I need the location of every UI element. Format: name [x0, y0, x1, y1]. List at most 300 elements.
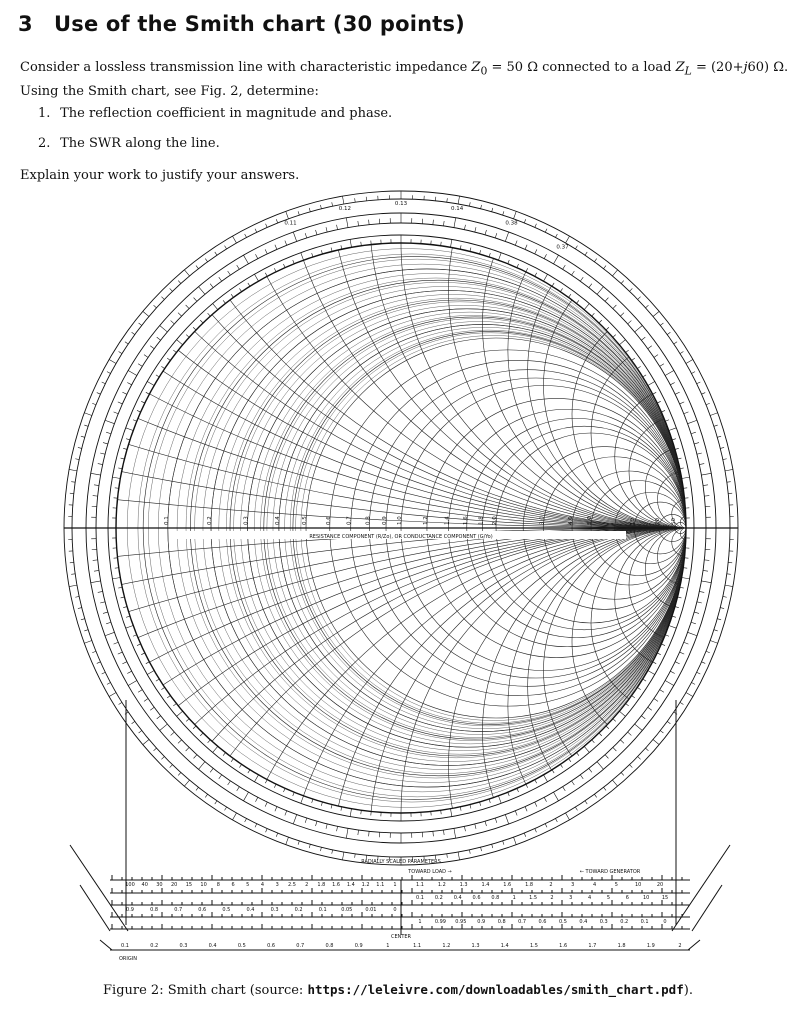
ring-tick: [219, 277, 222, 281]
ring-tick: [244, 255, 249, 264]
ring-tick: [701, 473, 711, 475]
ring-tick: [535, 224, 537, 228]
ring-tick: [645, 748, 648, 751]
ring-tick: [320, 205, 321, 209]
scale-label-row5: 0.7: [518, 919, 527, 925]
ring-tick: [225, 807, 227, 810]
ring-tick: [605, 755, 608, 759]
list-item: 1. The reflection coefficient in magnitude and phase.: [38, 106, 393, 121]
ring-tick: [178, 772, 181, 775]
scale-label-row1: 40: [141, 882, 148, 888]
ring-tick: [210, 768, 213, 772]
ring-tick: [653, 739, 659, 744]
scale-label-row6: 1.3: [471, 943, 480, 949]
ring-tick: [239, 288, 241, 291]
scale-label-row3: 0.9: [126, 907, 134, 913]
ring-tick: [350, 239, 351, 247]
resistance-tick-label: 0.3: [243, 516, 250, 525]
ring-tick: [293, 815, 296, 824]
ring-tick: [350, 809, 351, 817]
ring-tick: [657, 401, 661, 403]
ring-tick: [635, 724, 643, 730]
ring-tick: [167, 696, 170, 698]
ring-tick: [599, 320, 602, 323]
ring-tick: [109, 360, 116, 364]
scale-label-row2: 1.1: [416, 882, 424, 888]
ring-tick: [200, 733, 203, 736]
ring-tick: [503, 211, 504, 215]
scale-label-row6: 0.4: [208, 943, 217, 949]
ring-tick: [612, 780, 617, 786]
ring-tick: [118, 468, 122, 469]
ring-tick: [535, 802, 537, 806]
ring-tick: [228, 271, 231, 275]
ring-tick: [450, 809, 451, 817]
ring-tick: [505, 232, 508, 241]
ring-tick: [283, 788, 285, 792]
ring-tick: [667, 332, 670, 334]
scale-label-row1: 10: [200, 882, 207, 888]
ring-tick: [94, 570, 99, 571]
ring-tick: [680, 402, 685, 404]
scale-label-row5: 0.3: [599, 919, 608, 925]
ring-tick: [680, 468, 684, 469]
ring-tick: [660, 690, 664, 693]
ring-tick: [723, 596, 727, 597]
ring-tick: [686, 693, 693, 697]
ring-tick: [464, 225, 465, 230]
ring-tick: [301, 796, 304, 804]
ring-tick: [84, 413, 92, 416]
ring-tick: [275, 245, 277, 250]
ring-tick: [71, 482, 75, 483]
ring-tick: [248, 770, 250, 773]
wavelength-label: 0.37: [556, 244, 569, 251]
ring-tick: [535, 249, 537, 253]
ring-tick: [727, 482, 731, 483]
ring-tick: [641, 337, 645, 340]
ring-tick: [702, 393, 706, 395]
ring-tick: [106, 432, 111, 434]
ring-tick: [102, 672, 106, 674]
ring-tick: [589, 284, 592, 288]
ring-tick: [154, 305, 157, 308]
toward-generator-label: ← TOWARD GENERATOR: [579, 869, 641, 875]
scale-label-row6: 0.8: [325, 943, 334, 949]
ring-tick: [699, 591, 704, 592]
ring-tick: [75, 596, 79, 597]
ring-tick: [475, 227, 476, 232]
ring-tick: [443, 830, 444, 835]
ring-tick: [84, 641, 92, 644]
ring-tick: [125, 712, 128, 714]
ring-tick: [102, 382, 106, 384]
ring-tick: [697, 602, 702, 603]
ring-tick: [341, 807, 342, 811]
ring-tick: [508, 260, 509, 264]
ring-tick: [213, 746, 218, 752]
ring-tick: [594, 259, 596, 262]
wavelength-label: 0.14: [450, 205, 464, 212]
ring-tick: [657, 653, 661, 655]
ring-tick: [228, 781, 231, 785]
ring-tick: [103, 612, 108, 613]
ring-tick: [703, 570, 708, 571]
ring-tick: [628, 732, 632, 735]
ring-tick: [544, 797, 546, 801]
ring-tick: [215, 252, 217, 255]
ring-tick: [93, 560, 98, 561]
ring-tick: [515, 241, 517, 246]
ring-tick: [233, 813, 237, 820]
reactance-arc: [544, 528, 796, 813]
resistance-tick-label: 1.8: [478, 516, 485, 525]
reactance-arc: [615, 528, 758, 671]
ring-tick: [525, 807, 527, 812]
ring-tick: [126, 625, 134, 628]
ring-tick: [123, 607, 127, 608]
ring-tick: [178, 740, 182, 743]
ring-tick: [592, 313, 595, 316]
scale-label-row1: 8: [216, 882, 220, 888]
ring-tick: [632, 696, 635, 698]
ring-tick: [245, 234, 247, 238]
ring-tick: [239, 764, 241, 767]
ring-tick: [621, 772, 624, 775]
ring-tick: [694, 443, 699, 444]
ring-tick: [660, 731, 663, 733]
ring-tick: [283, 264, 285, 268]
ring-tick: [554, 255, 559, 264]
scale-label-row3: 0.6: [198, 907, 207, 913]
ring-tick: [704, 560, 709, 561]
resistance-tick-label: 1.6: [462, 516, 469, 525]
scale-label-row1: 1.4: [346, 882, 355, 888]
scale-label-row6: 1.2: [442, 943, 451, 949]
ring-tick: [714, 425, 718, 426]
ring-tick: [178, 313, 182, 316]
ring-tick: [710, 641, 718, 644]
ring-tick: [193, 327, 196, 330]
ring-tick: [443, 221, 444, 226]
ring-tick: [723, 459, 727, 460]
ring-tick: [171, 732, 175, 735]
ring-tick: [119, 352, 122, 354]
ring-tick: [524, 219, 525, 223]
ring-tick: [535, 273, 537, 277]
ring-tick: [312, 799, 313, 803]
ring-tick: [170, 765, 173, 768]
ring-tick: [626, 350, 629, 352]
reactance-arc: [615, 386, 758, 529]
ring-tick: [637, 687, 640, 689]
ring-tick: [200, 320, 203, 323]
ring-tick: [613, 335, 616, 338]
scale-label-row5: 0: [663, 919, 667, 925]
ring-tick: [98, 591, 103, 592]
ring-tick: [225, 246, 227, 249]
ring-tick: [727, 574, 731, 575]
scale-label-row3: 0.2: [294, 907, 303, 913]
ring-tick: [205, 794, 207, 797]
ring-tick: [196, 266, 198, 269]
ring-tick: [92, 403, 96, 404]
scale-label-row6: 1.4: [500, 943, 509, 949]
ring-tick: [369, 220, 370, 225]
ring-tick: [514, 837, 517, 845]
ring-tick: [114, 412, 119, 414]
ring-tick: [697, 453, 702, 454]
ring-tick: [286, 211, 289, 219]
scale-label-row6: 2: [678, 943, 682, 949]
ring-tick: [156, 679, 159, 681]
ring-tick: [293, 260, 294, 264]
ring-tick: [147, 382, 154, 386]
figure-caption: Figure 2: Smith chart (source: https://leleivre.com/downloadables/smith_chart.pdf).: [103, 982, 693, 998]
ring-tick: [699, 464, 704, 465]
scale-label-row1: 5: [246, 882, 250, 888]
reactance-arc: [449, 528, 796, 975]
source-url: https://leleivre.com/downloadables/smith_chart.pdf: [307, 982, 684, 997]
ring-tick: [526, 268, 528, 272]
ring-tick: [199, 762, 205, 770]
ring-tick: [599, 733, 602, 736]
ring-tick: [138, 364, 142, 367]
ring-tick: [132, 721, 135, 723]
ring-tick: [265, 273, 267, 277]
ring-tick: [555, 818, 557, 822]
ring-tick: [332, 202, 333, 206]
ring-tick: [127, 382, 131, 384]
ring-tick: [628, 321, 632, 324]
ring-tick: [321, 802, 322, 806]
scale-label-row4: 0.4: [453, 895, 462, 901]
ring-tick: [495, 233, 497, 238]
ring-tick: [619, 340, 625, 345]
ring-tick: [669, 625, 677, 628]
scale-label-row6: 1.7: [588, 943, 597, 949]
ring-tick: [160, 724, 168, 730]
ring-tick: [706, 403, 710, 404]
ring-tick: [630, 288, 633, 291]
ring-tick: [265, 802, 267, 806]
scale-label-row1: 1.8: [317, 882, 326, 888]
ring-tick: [552, 770, 554, 773]
ring-tick: [545, 229, 547, 233]
ring-tick: [298, 841, 299, 845]
ring-tick: [275, 807, 277, 812]
ring-tick: [161, 757, 164, 760]
ring-tick: [150, 346, 154, 349]
scale-label-row1: 30: [156, 882, 163, 888]
ring-tick: [697, 382, 701, 384]
ring-tick: [580, 775, 583, 779]
scale-label-row3: 0.01: [365, 907, 377, 913]
ring-tick: [157, 716, 161, 719]
scale-label-row4: 6: [625, 895, 629, 901]
ring-tick: [208, 313, 211, 316]
scale-label-row6: 0.6: [267, 943, 276, 949]
ring-tick: [684, 642, 689, 644]
scale-label-row1: 100: [125, 882, 135, 888]
ring-tick: [141, 653, 145, 655]
ring-tick: [613, 747, 616, 751]
ring-tick: [161, 687, 164, 689]
scale-label-row2: 1.6: [503, 882, 512, 888]
scale-label-row5: 0.1: [640, 919, 649, 925]
wavelength-label: 0.11: [284, 220, 297, 227]
scale-label-row3: 0: [393, 907, 397, 913]
scale-label-row6: 0.7: [296, 943, 305, 949]
ring-tick: [717, 619, 721, 620]
resistance-tick-label: 0.2: [207, 516, 213, 525]
reactance-arc: [279, 528, 796, 975]
scale-label-row6: 1: [386, 943, 390, 949]
ring-tick: [118, 587, 122, 588]
scale-label-row5: 0.9: [477, 919, 486, 925]
ring-tick: [560, 764, 562, 767]
ring-tick: [691, 432, 696, 434]
reactance-arc: [544, 243, 796, 528]
origin-label: ORIGIN: [119, 956, 137, 962]
ring-tick: [309, 844, 310, 848]
resistance-tick-label: 1.2: [422, 516, 429, 525]
ring-tick: [670, 671, 674, 673]
ring-tick: [194, 755, 197, 759]
scale-label-row6: 0.2: [150, 943, 159, 949]
ring-tick: [337, 826, 338, 831]
ring-tick: [213, 304, 218, 310]
ring-tick: [160, 326, 168, 332]
ring-tick: [237, 787, 240, 791]
ring-tick: [286, 837, 289, 845]
ring-tick: [245, 818, 247, 822]
ring-tick: [630, 765, 633, 768]
ring-tick: [703, 485, 708, 486]
scale-label-row3: 0.7: [174, 907, 183, 913]
ring-tick: [489, 253, 490, 257]
ring-tick: [675, 662, 679, 664]
resistance-tick-label: 0.5: [302, 516, 308, 525]
ring-tick: [576, 300, 578, 303]
scale-label-row4: 2: [550, 895, 554, 901]
ring-tick: [305, 233, 307, 238]
resistance-tick-label: 10: [630, 518, 637, 525]
ring-tick: [481, 205, 482, 209]
ring-tick: [355, 854, 356, 858]
ring-tick: [285, 811, 287, 816]
ring-tick: [154, 748, 157, 751]
section-heading: [18, 12, 465, 36]
ring-tick: [127, 671, 131, 673]
ring-tick: [106, 622, 111, 624]
ring-tick: [514, 211, 517, 219]
ring-tick: [98, 464, 103, 465]
ring-tick: [643, 679, 646, 681]
scale-label-row6: 1.5: [529, 943, 538, 949]
ring-tick: [720, 447, 724, 448]
problem-line-2: Using the Smith chart, see Fig. 2, determine:: [20, 83, 319, 99]
ring-tick: [119, 702, 122, 704]
ring-tick: [492, 844, 493, 848]
ring-tick: [648, 382, 655, 386]
toward-load-label: TOWARD LOAD →: [408, 869, 452, 875]
ring-tick: [146, 662, 150, 664]
ring-tick: [97, 662, 101, 664]
ring-tick: [139, 731, 142, 733]
ring-tick: [584, 304, 589, 310]
ring-tick: [684, 412, 689, 414]
ring-tick: [122, 392, 126, 394]
scale-label-row4: 4: [588, 895, 592, 901]
section-number: 3: [18, 12, 33, 36]
ring-tick: [563, 265, 566, 269]
ring-tick: [566, 236, 570, 243]
ring-tick: [469, 202, 470, 206]
ring-tick: [706, 651, 710, 652]
scale-label-row1: 3: [275, 882, 279, 888]
ring-tick: [305, 818, 307, 823]
ring-tick: [161, 297, 164, 300]
ring-tick: [141, 401, 145, 403]
scale-label-row3: 0.1: [318, 907, 327, 913]
ring-tick: [645, 305, 648, 308]
ring-tick: [654, 355, 658, 358]
ring-tick: [156, 375, 159, 377]
reactance-arc: [330, 528, 796, 975]
ring-tick: [126, 439, 130, 440]
reactance-arc: [369, 528, 796, 975]
ring-tick: [69, 469, 77, 470]
ring-tick: [660, 323, 663, 325]
scale-label-row4: 1: [512, 895, 516, 901]
ring-tick: [274, 784, 276, 788]
ring-tick: [580, 277, 583, 281]
ring-tick: [555, 234, 557, 238]
scale-label-row5: 0.5: [558, 919, 567, 925]
ring-tick: [223, 753, 225, 756]
scale-left-slant: [80, 885, 110, 931]
ring-tick: [725, 469, 733, 470]
origin-slant: [688, 940, 700, 950]
ring-tick: [458, 196, 459, 204]
ring-tick: [123, 448, 127, 449]
ring-tick: [669, 428, 677, 431]
resistance-tick-label: 3.0: [539, 516, 546, 525]
ring-tick: [126, 616, 130, 617]
ring-tick: [342, 852, 343, 860]
scale-label-row6: 0.5: [237, 943, 246, 949]
ring-tick: [274, 268, 276, 272]
ring-tick: [266, 829, 268, 833]
scale-label-row3: 0.5: [222, 907, 231, 913]
ring-tick: [447, 854, 448, 858]
ring-tick: [355, 198, 356, 202]
ring-tick: [545, 824, 547, 828]
ring-tick: [233, 236, 237, 243]
ring-tick: [265, 249, 267, 253]
ring-tick: [128, 371, 137, 376]
scale-label-row6: 0.9: [354, 943, 363, 949]
smith-chart: [0, 190, 796, 975]
ring-tick: [81, 619, 85, 620]
ring-tick: [114, 642, 119, 644]
ring-tick: [498, 253, 501, 261]
ring-tick: [704, 496, 709, 497]
scale-label-row4: 10: [642, 895, 650, 901]
ring-tick: [606, 726, 609, 729]
ring-tick: [505, 815, 508, 824]
